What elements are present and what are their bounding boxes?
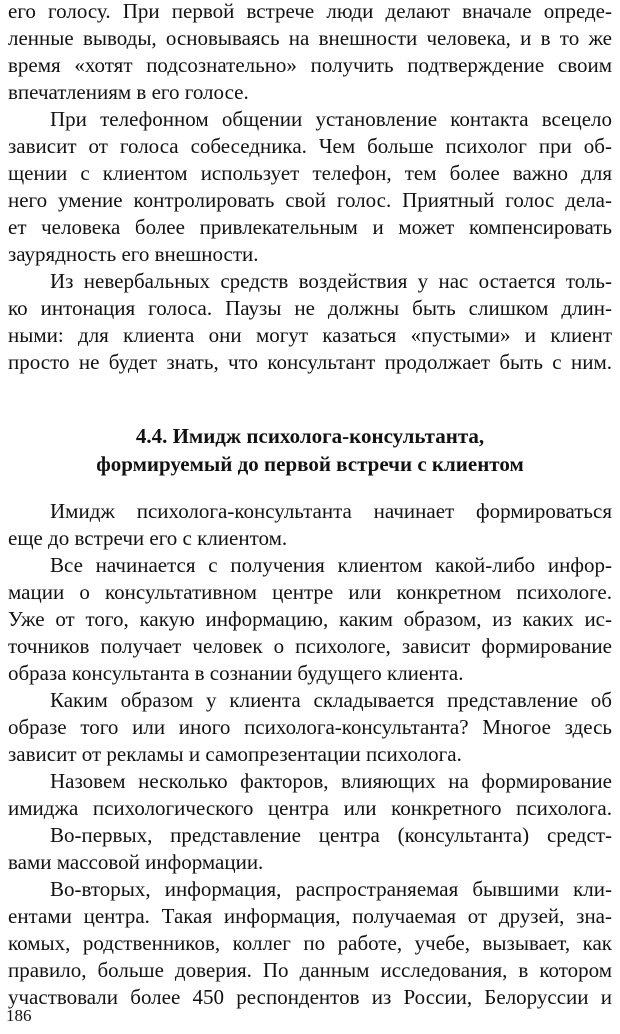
text-line: Каким образом у клиента складывается представление об [50,688,612,712]
text-line: Из невербальных средств воздействия у нас остается толь- [50,269,612,293]
text-line: вами массовой информации. [8,850,264,874]
text-line: имиджа психологического центра или конкретного психолога. [8,796,612,820]
text-line: При телефонном общении установление контакта всецело [50,107,612,131]
text-line: время «хотят подсознательно» получить подтверждение своим [8,53,612,77]
text-line: Имидж психолога-консультанта начинает формироваться [50,499,612,523]
text-line: Во-первых, представление центра (консультанта) средст- [50,823,612,847]
text-line: ет человека более привлекательным и может компенсировать [8,215,612,239]
text-line: ленные выводы, основываясь на внешности человека, и в то же [8,26,612,50]
text-line: комых, родственников, коллег по работе, учебе, вызывает, как [8,931,612,955]
text-line: щении с клиентом использует телефон, тем более важно для [8,161,612,185]
text-line: заурядность его внешности. [8,242,259,266]
text-line: его голосу. При первой встрече люди делают вначале опреде- [8,0,612,23]
text-line: точников получает человек о психологе, зависит формирование [8,634,612,658]
text-line: правило, больше доверия. По данным исследования, в котором [8,958,612,982]
page-number: 186 [6,1006,32,1025]
text-line: него умение контролировать свой голос. Приятный голос дела- [8,188,612,212]
text-line: еще до встречи его с клиентом. [8,526,288,550]
text-line: Во-вторых, информация, распространяемая бывшими кли- [50,877,612,901]
text-line: Назовем несколько факторов, влияющих на формирование [50,769,612,793]
text-line: зависит от рекламы и самопрезентации психолога. [8,742,462,766]
text-line: ко интонация голоса. Паузы не должны быть слишком длин- [8,296,612,320]
text-line: ными: для клиента они могут казаться «пустыми» и клиент [8,323,612,347]
text-line: Все начинается с получения клиентом какой-либо инфор- [50,553,612,577]
text-line: просто не будет знать, что консультант продолжает быть с ним. [8,350,612,374]
text-line: зависит от голоса собеседника. Чем больше психолог при об- [8,134,612,158]
text-line: Уже от того, какую информацию, каким образом, из каких ис- [8,607,612,631]
text-line: мации о консультативном центре или конкретном психологе. [8,580,612,604]
text-line: образа консультанта в сознании будущего клиента. [8,661,464,685]
text-line: ентами центра. Такая информация, получаемая от друзей, зна- [8,904,612,928]
text-line: образе того или иного психолога-консультанта? Многое здесь [8,715,612,739]
text-line: участвовали более 450 респондентов из России, Белоруссии и [8,985,612,1009]
section-heading: 4.4. Имидж психолога-консультанта, [135,424,485,448]
text-line: впечатлениям в его голосе. [8,80,249,104]
section-heading: формируемый до первой встречи с клиентом [96,452,524,476]
